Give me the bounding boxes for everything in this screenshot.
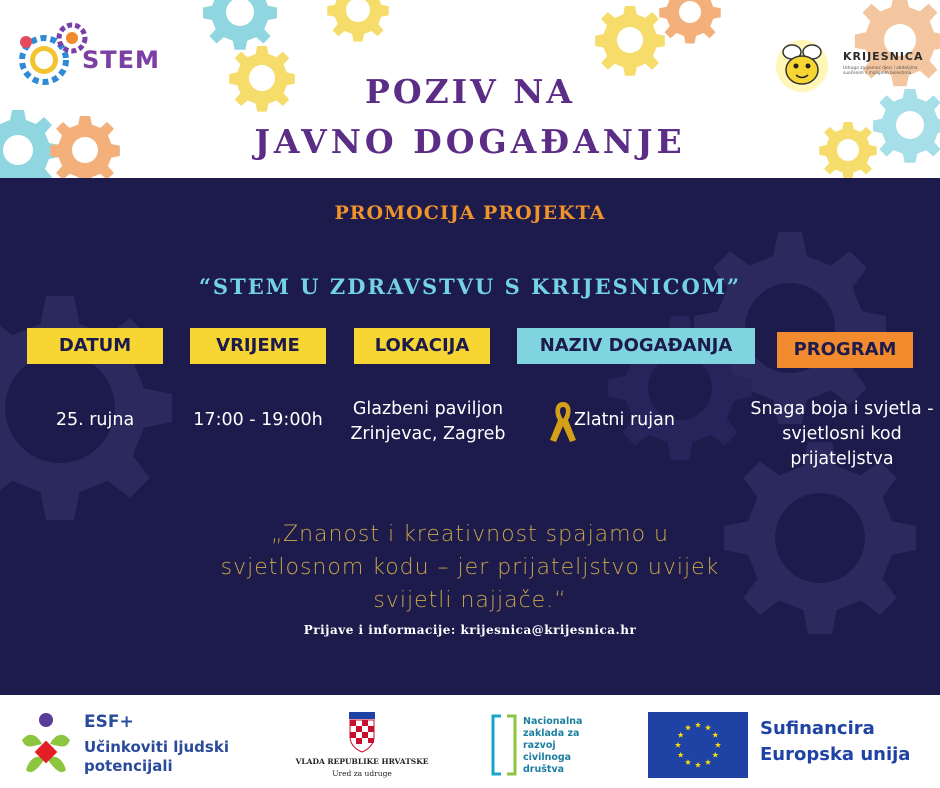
gear-icon: [327, 0, 389, 42]
event-quote: [150, 518, 790, 617]
eu-star: [685, 759, 691, 765]
esf-line1: Učinkoviti ljudski: [84, 738, 229, 756]
event-program-line3: prijateljstva: [790, 449, 894, 469]
nz-line4: civilnoga: [523, 752, 572, 763]
label-program: PROGRAM: [777, 332, 913, 368]
nz-line1: Nacionalna: [523, 716, 583, 727]
event-time: 17:00 - 19:00h: [193, 410, 323, 430]
nz-line2: zaklada za: [523, 728, 580, 739]
eu-line1: Sufinancira: [760, 718, 875, 739]
eu-flag-icon: [648, 712, 748, 778]
event-location-line2: Zrinjevac, Zagreb: [350, 424, 506, 444]
eu-star: [675, 742, 681, 748]
vlada-subtitle: Ured za udruge: [332, 769, 392, 778]
eu-star: [685, 724, 691, 730]
event-program-line2: svjetlosni kod: [782, 424, 902, 444]
event-details-band: [0, 178, 940, 695]
partner-subtitle: Udruga za pomoć djeci i obiteljima suočenim s malignim bolestima: [843, 66, 918, 76]
gear-icon: [203, 0, 277, 50]
eu-star: [695, 722, 701, 728]
event-name: Zlatni rujan: [574, 410, 675, 430]
eu-line2: Europska unija: [760, 744, 911, 765]
contact-info: Prijave i informacije: krijesnica@krijesnica.hr: [303, 623, 637, 637]
eu-star: [712, 752, 718, 758]
event-location-line1: Glazbeni paviljon: [352, 399, 504, 419]
nzrcd-logo-icon: [491, 714, 517, 776]
page-title-line1: POZIV NA: [365, 72, 575, 111]
quote-line3: svijetli najjače.“: [373, 588, 567, 613]
quote-line1: „Znanost i kreativnost spajamo u: [271, 522, 669, 547]
croatian-coat-of-arms-icon: [347, 711, 377, 753]
label-location: LOKACIJA: [354, 328, 490, 364]
page-title-line2: JAVNO DOGAĐANJE: [254, 122, 686, 161]
vlada-name: VLADA REPUBLIKE HRVATSKE: [295, 757, 429, 766]
eu-star: [705, 759, 711, 765]
eu-star: [695, 762, 701, 768]
gear-icon: [595, 6, 665, 76]
eu-stars: [648, 712, 748, 778]
quote-line2: svjetlosnom kodu – jer prijateljstvo uvijek: [220, 555, 720, 580]
eu-star: [712, 732, 718, 738]
esf-line2: potencijali: [84, 757, 173, 775]
stem-logo-text: [82, 46, 160, 74]
gear-icon: [659, 0, 721, 44]
label-event-name: NAZIV DOGAĐANJA: [517, 328, 755, 364]
event-program-line1: Snaga boja i svjetla -: [750, 399, 934, 419]
poster-header: [0, 0, 940, 178]
nz-line3: razvoj: [523, 740, 556, 751]
eu-star: [678, 732, 684, 738]
esf-logo-icon: [16, 710, 80, 780]
event-date: 25. rujna: [55, 410, 135, 430]
eu-star: [715, 742, 721, 748]
project-title: “STEM U ZDRAVSTVU S KRIJESNICOM”: [198, 274, 742, 299]
esf-title: ESF+: [84, 712, 134, 732]
stem-logo-label: STEM: [82, 46, 160, 74]
event-location: [338, 397, 518, 447]
eu-star: [678, 752, 684, 758]
eu-star: [705, 724, 711, 730]
partner-name: KRIJESNICA: [843, 50, 924, 63]
label-time: VRIJEME: [190, 328, 326, 364]
label-date: DATUM: [27, 328, 163, 364]
nz-line5: društva: [523, 764, 565, 775]
promo-heading: PROMOCIJA PROJEKTA: [334, 202, 606, 224]
event-program: [742, 397, 940, 472]
